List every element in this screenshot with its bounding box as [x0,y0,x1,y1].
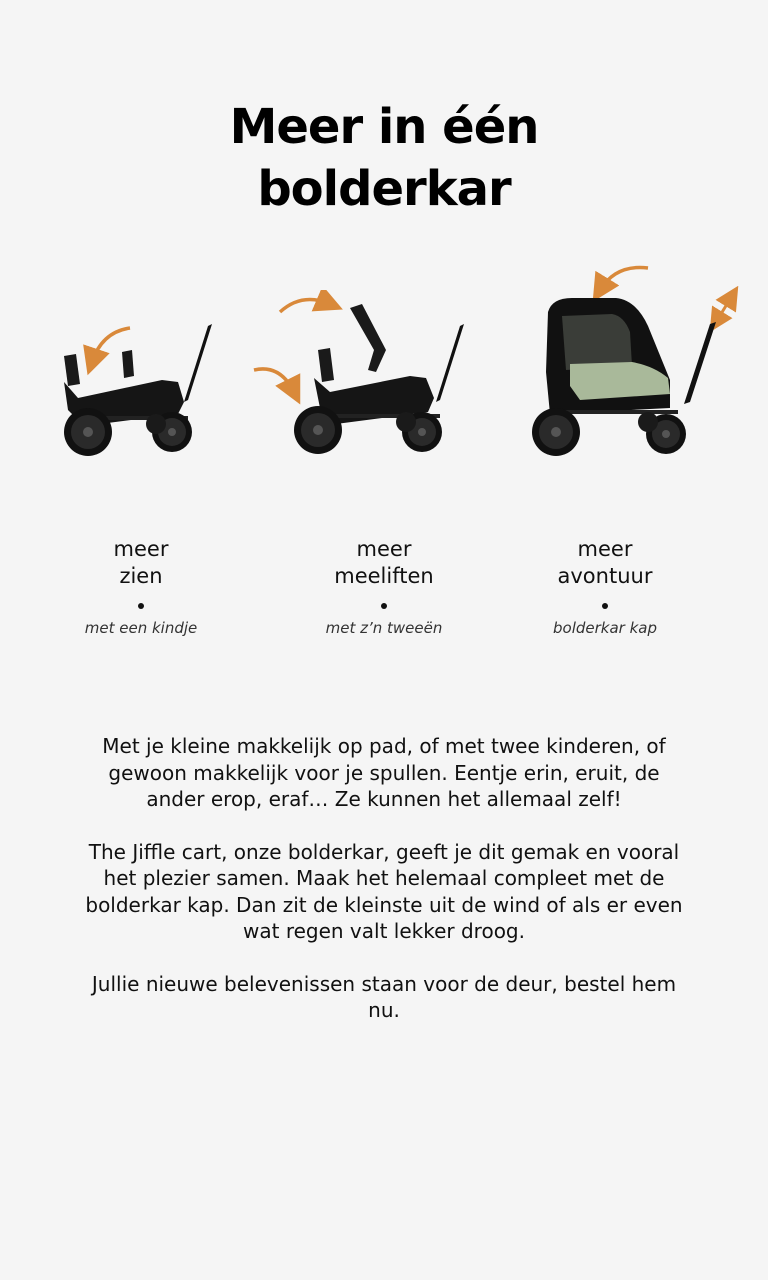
cart-image-single-seat [50,310,230,470]
arrow-icon [600,267,648,290]
feature-meer-avontuur [515,536,695,638]
feature-title-line-1: meer [113,537,169,561]
description-paragraph-1: Met je kleine makkelijk op pad, of met twee kinderen, of gewoon makkelijk voor je spullen. Eentje erin, eruit, de ander erop, eraf… Ze kunnen het allemaal zelf! [102,734,666,811]
wheel-icon [294,406,342,454]
feature-title-line-2: meeliften [334,564,434,588]
wheel-icon [64,408,112,456]
arrow-icon [254,369,294,392]
description [84,733,684,1050]
bullet-dot [602,603,608,609]
feature-meer-zien [51,536,231,638]
cart-image-with-canopy [520,262,740,462]
feature-meer-meeliften [294,536,474,638]
page-title-line-2: bolderkar [257,161,511,218]
feature-subtitle: bolderkar kap [553,619,657,637]
wheel-icon [532,408,580,456]
feature-title-line-1: meer [577,537,633,561]
feature-subtitle: met z’n tweeën [325,619,443,637]
double-arrow-icon [716,296,732,322]
bullet-dot [138,603,144,609]
description-paragraph-2: The Jiffle cart, onze bolderkar, geeft je dit gemak en vooral het plezier samen. Maak het helemaal compleet met de bolderkar kap. Dan zit de kleinste uit de wind of als er even wat regen valt lekker droog. [85,839,683,943]
feature-subtitle: met een kindje [84,619,198,637]
cart-image-two-seats [250,290,470,470]
description-paragraph-3: Jullie nieuwe belevenissen staan voor de deur, bestel hem nu. [91,971,677,1022]
page-title-line-1: Meer in één [229,99,539,156]
feature-title-line-2: zien [119,564,163,588]
arrow-icon [280,300,330,313]
feature-title-line-2: avontuur [557,564,653,588]
feature-title-line-1: meer [356,537,412,561]
page-title [0,96,768,220]
bullet-dot [381,603,387,609]
